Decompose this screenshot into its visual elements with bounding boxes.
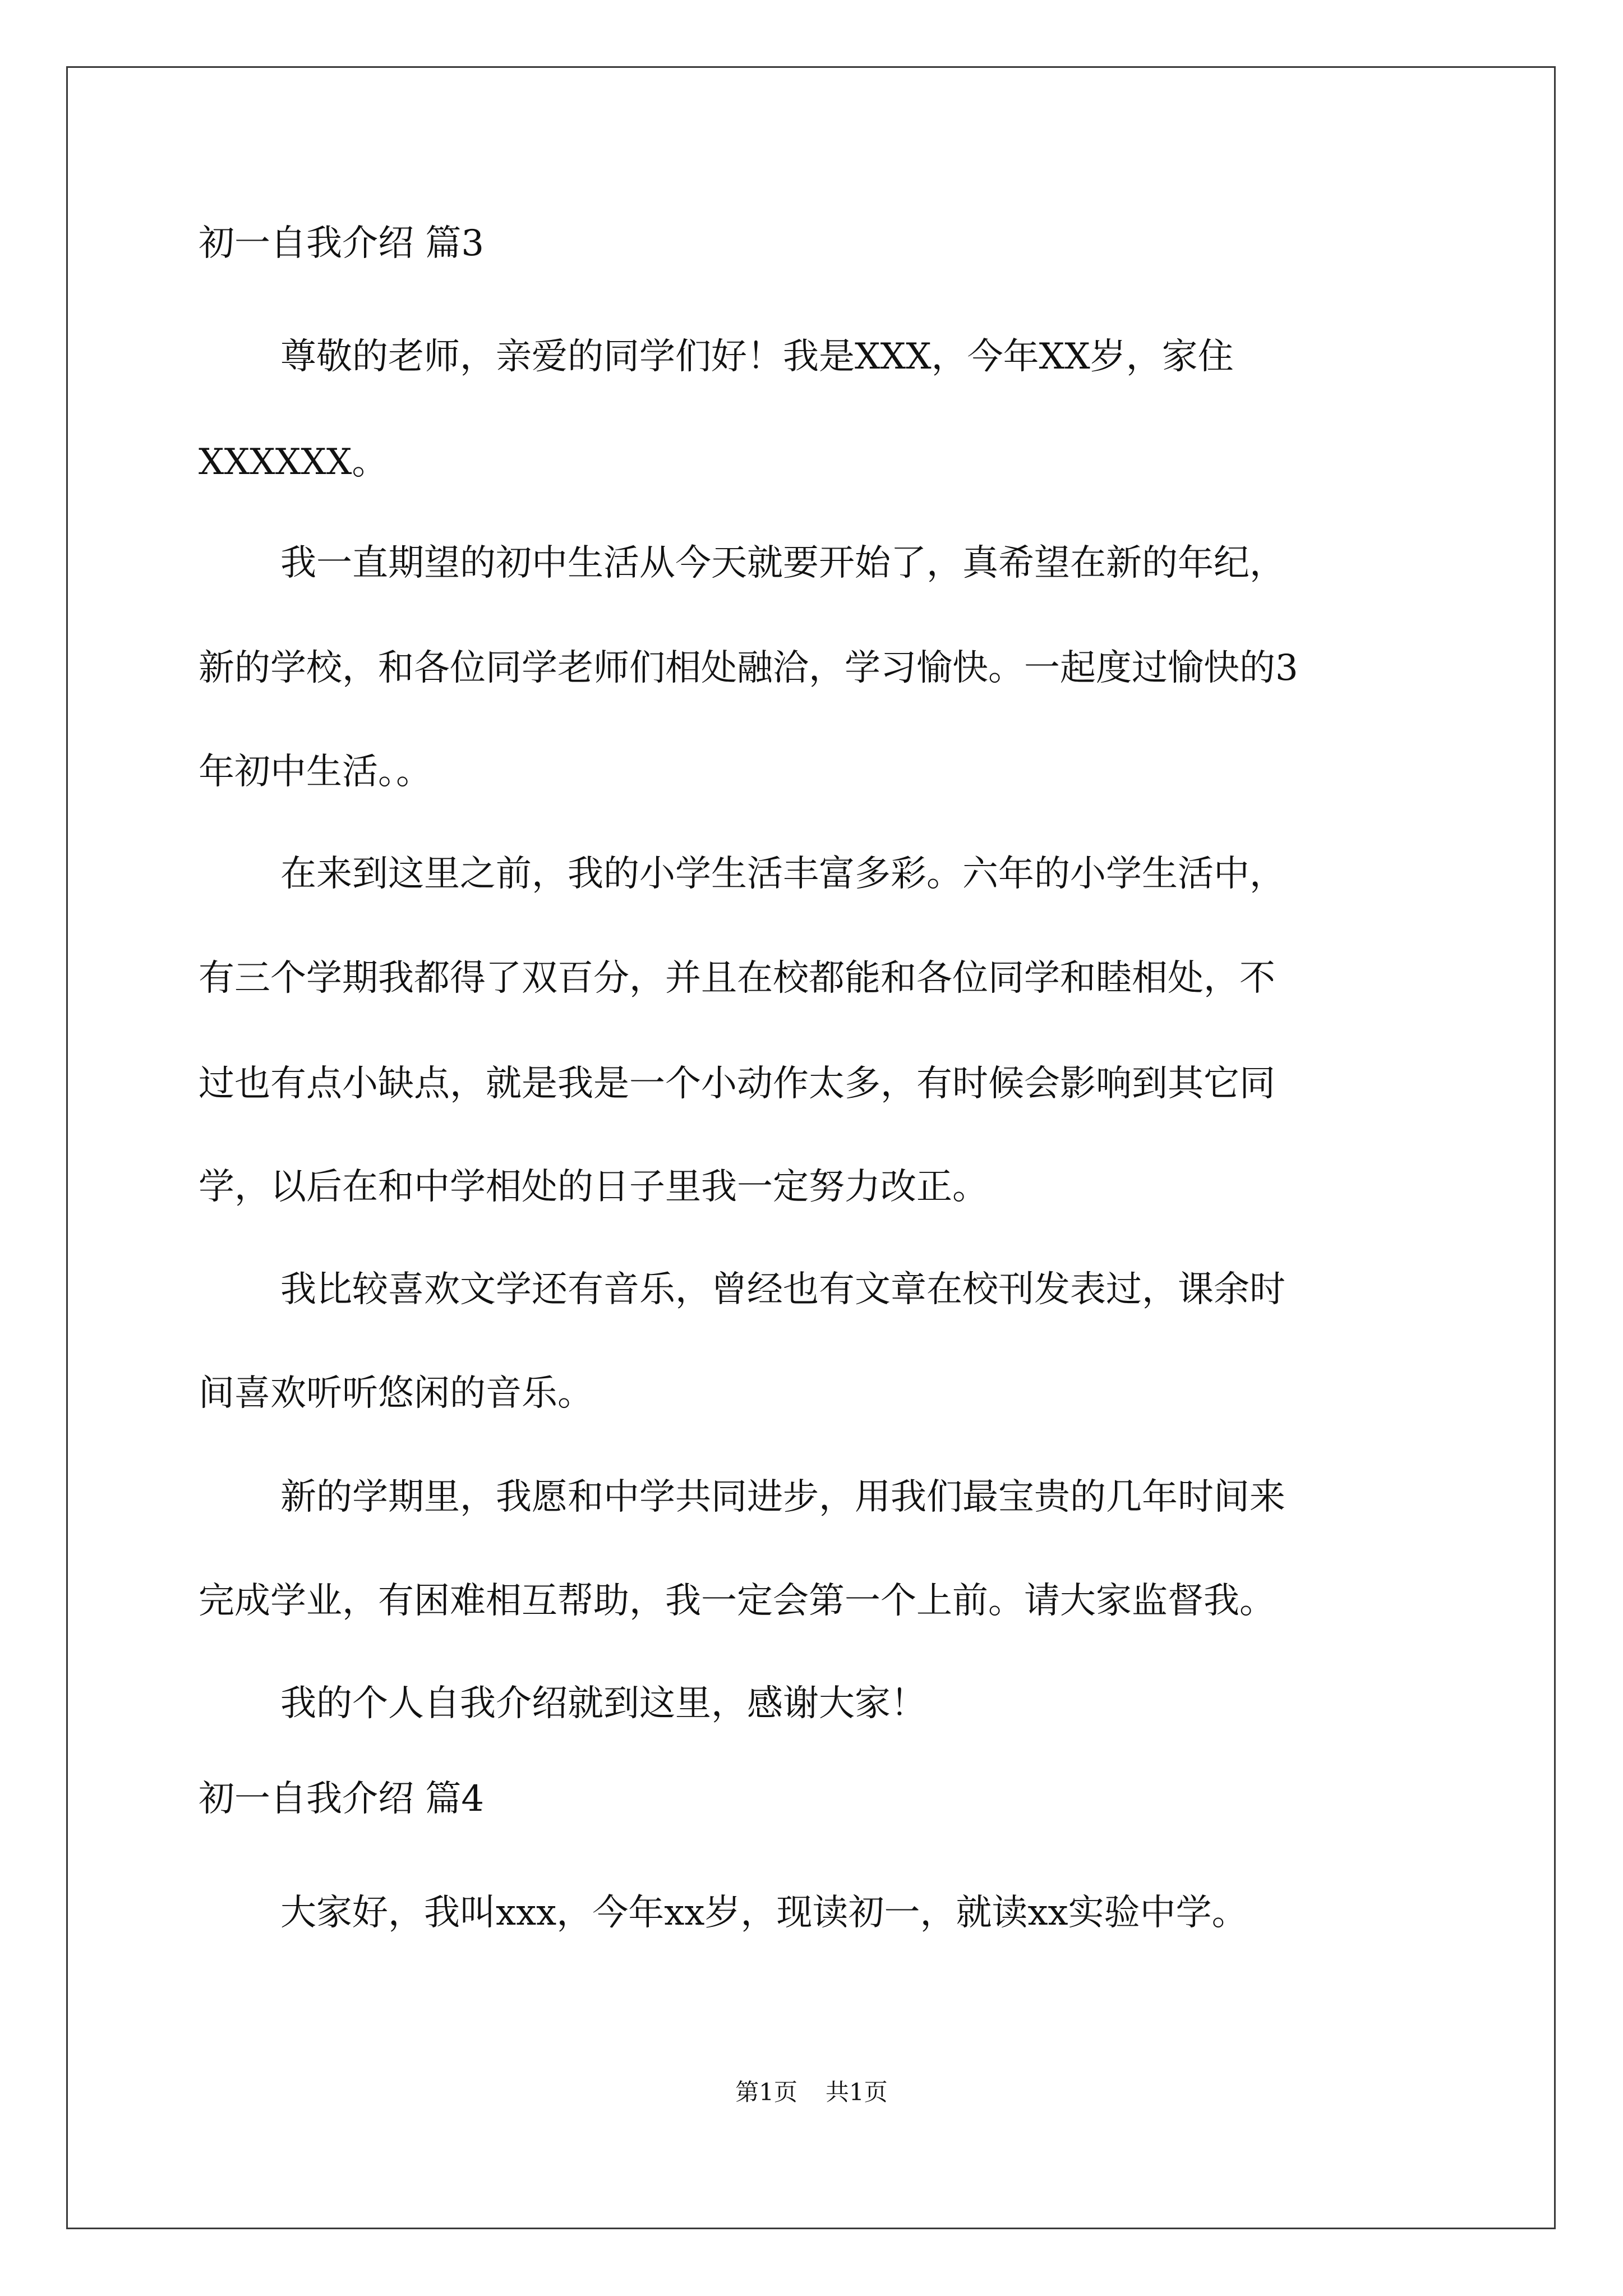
paragraph-line: XXXXXX。	[199, 441, 388, 483]
page-footer	[0, 2076, 1623, 2109]
paragraph-line: 新的学期里，我愿和中学共同进步，用我们最宝贵的几年时间来	[280, 1476, 1285, 1518]
paragraph-line: 过也有点小缺点，就是我是一个小动作太多，有时候会影响到其它同	[199, 1063, 1275, 1105]
section-heading: 初一自我介绍 篇4	[199, 1778, 485, 1820]
page-total: 共1页	[826, 2078, 888, 2106]
paragraph-line: 学，以后在和中学相处的日子里我一定努力改正。	[199, 1166, 988, 1208]
section-heading: 初一自我介绍 篇3	[199, 223, 485, 264]
paragraph-line: 尊敬的老师，亲爱的同学们好！我是XXX，今年XX岁，家住	[280, 336, 1234, 378]
paragraph-line: 新的学校，和各位同学老师们相处融洽，学习愉快。一起度过愉快的3	[199, 647, 1298, 689]
paragraph-line: 完成学业，有困难相互帮助，我一定会第一个上前。请大家监督我。	[199, 1580, 1275, 1622]
page-number: 第1页	[735, 2078, 797, 2106]
paragraph-line: 在来到这里之前，我的小学生活丰富多彩。六年的小学生活中，	[280, 853, 1285, 895]
paragraph-line: 我一直期望的初中生活从今天就要开始了，真希望在新的年纪，	[280, 542, 1285, 584]
paragraph-line: 我的个人自我介绍就到这里，感谢大家！	[280, 1683, 926, 1724]
paragraph-line: 有三个学期我都得了双百分，并且在校都能和各位同学和睦相处，不	[199, 958, 1275, 999]
paragraph-line: 间喜欢听听悠闲的音乐。	[199, 1373, 593, 1414]
paragraph-line: 我比较喜欢文学还有音乐，曾经也有文章在校刊发表过，课余时	[280, 1269, 1285, 1310]
paragraph-line: 大家好，我叫xxx，今年xx岁，现读初一，就读xx实验中学。	[280, 1892, 1248, 1934]
paragraph-line: 年初中生活。。	[199, 751, 432, 793]
